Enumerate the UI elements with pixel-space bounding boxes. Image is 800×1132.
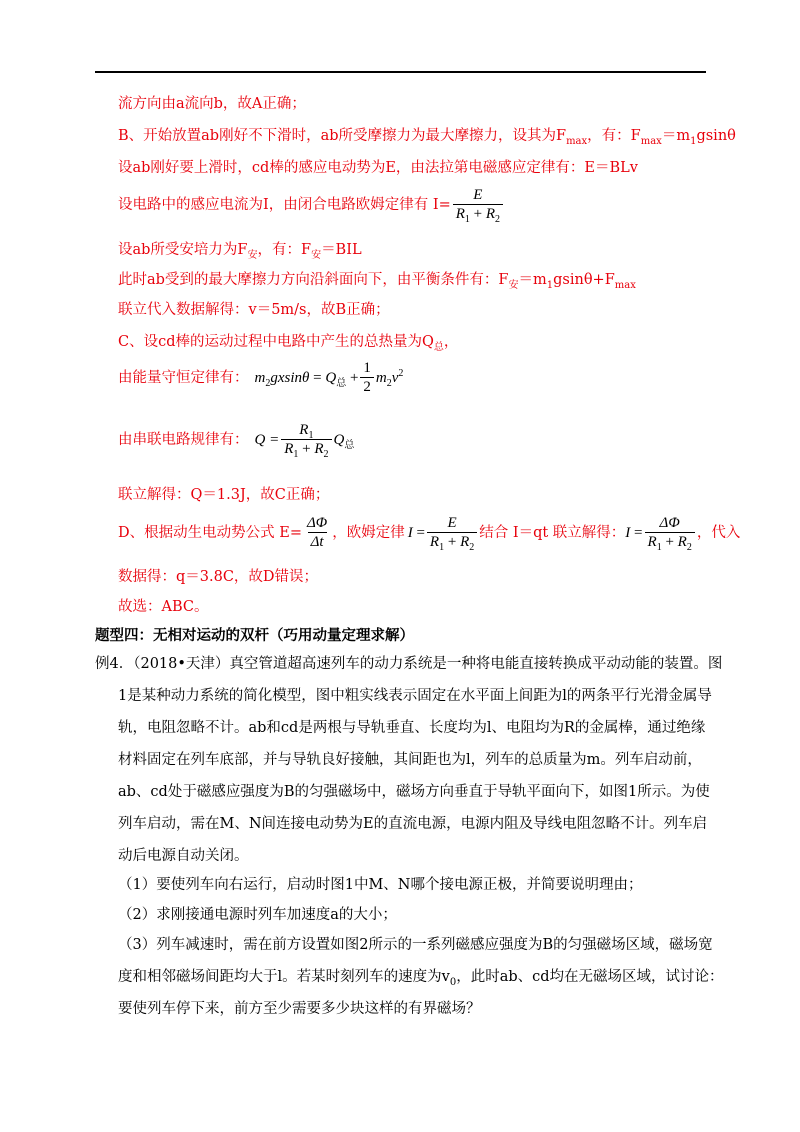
energy-equation-line: 由能量守恒定律有： $m_2gxsin\theta = Q_总$ + $\frac{1}{2}$ $m_2v^2$	[118, 360, 404, 395]
section-heading: 题型四：无相对运动的双杆（巧用动量定理求解）	[95, 627, 414, 644]
solution-line-8: C、设cd棒的运动过程中电路中产生的总热量为$Q_总$，	[118, 334, 459, 353]
half-fraction: $\frac{1}{2}$	[360, 359, 374, 396]
question-3-line-2: 度和相邻磁场间距均大于l。若某时刻列车的速度为$v_0$，此时ab、cd均在无磁场区域，试讨论：	[118, 969, 724, 988]
problem-line-5: ab、cd处于磁感应强度为B的匀强磁场中，磁场方向垂直于导轨平面向下，如图1所示。为使	[118, 784, 710, 800]
flux-fraction: $\frac{\Delta\Phi}{\Delta t}$	[306, 515, 328, 550]
question-3-line-3: 要使列车停下来，前方至少需要多少块这样的有界磁场？	[118, 1001, 481, 1017]
ratio-fraction: $\frac{R_1}{R_1 + R_2}$	[281, 421, 331, 458]
question-3-line-1: （3）列车减速时，需在前方设置如图2所示的一系列磁感应强度为B的匀强磁场区域，磁场宽	[118, 937, 713, 953]
solution-line-7: 联立代入数据解得：v＝5m/s，故B正确；	[118, 302, 390, 318]
problem-line-1: 例4．（2018•天津）真空管道超高速列车的动力系统是一种将电能直接转换成平动动能的装置。图	[95, 656, 723, 672]
series-circuit-line: 由串联电路规律有： Q = $\frac{R_1}{R_1 + R_2}$ $Q_总$	[118, 422, 355, 460]
answer-line: 故选：ABC。	[118, 599, 209, 615]
problem-line-3: 轨，电阻忽略不计。ab和cd是两根与导轨垂直、长度均为l、电阻均为R的金属棒，通过绝缘	[118, 720, 706, 736]
ohm-fraction: $\frac{E}{R_1 + R_2}$	[427, 514, 477, 551]
problem-line-6: 列车启动，需在M、N间连接电动势为E的直流电源，电源内阻及导线电阻忽略不计。列车启	[118, 816, 708, 832]
problem-line-7: 动后电源自动关闭。	[118, 848, 249, 864]
solution-line-3: 设ab刚好要上滑时，cd棒的感应电动势为E，由法拉第电磁感应定律有：E＝BLv	[118, 160, 638, 176]
charge-fraction: $\frac{\Delta\Phi}{R_1 + R_2}$	[645, 514, 695, 551]
solution-line-2: B、开始放置ab刚好不下滑时，ab所受摩擦力为最大摩擦力，设其为$F_{max}$，有：$F_{max}=m_1gsin\theta$	[118, 128, 736, 147]
question-2: （2）求刚接通电源时列车加速度a的大小；	[118, 907, 397, 923]
solution-line-11: 联立解得：Q＝1.3J，故C正确；	[118, 487, 330, 503]
question-1: （1）要使列车向右运行，启动时图1中M、N哪个接电源正极，并简要说明理由；	[118, 877, 643, 893]
solution-line-12: D、根据动生电动势公式 E= $\frac{\Delta\Phi}{\Delta t}$ ，欧姆定律 I = $\frac{E}{R_1 + R_2}$ 结合 I＝qt 联立解得： I = $\frac{\Delta\Phi}{R_1 + R_2}$ ，代入	[118, 515, 741, 553]
problem-line-2: 1是某种动力系统的简化模型，图中粗实线表示固定在水平面上间距为l的两条平行光滑金属导	[118, 688, 712, 704]
problem-line-4: 材料固定在列车底部，并与导轨良好接触，其间距也为l，列车的总质量为m。列车启动前，	[118, 752, 702, 768]
header-rule	[95, 71, 706, 73]
solution-line-6: 此时ab受到的最大摩擦力方向沿斜面向下，由平衡条件有：$F_安=m_1gsin\theta+F_{max}$	[118, 272, 636, 291]
solution-line-5: 设ab所受安培力为$F_安$，有：$F_安=BIL$	[118, 242, 362, 261]
current-fraction: $\frac{E}{R_1 + R_2}$	[453, 186, 503, 223]
solution-line-4: 设电路中的感应电流为I，由闭合电路欧姆定律有 I= $\frac{E}{R_1 + R_2}$	[118, 186, 505, 223]
solution-line-13: 数据得：q＝3.8C，故D错误；	[118, 569, 319, 585]
solution-line-1: 流方向由a流向b，故A正确；	[118, 96, 306, 112]
